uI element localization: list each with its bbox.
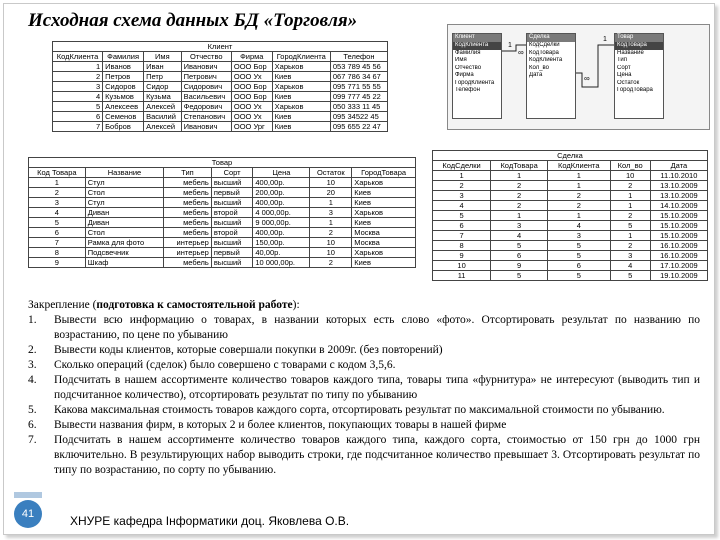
tovar-cell: интерьер — [164, 238, 212, 248]
sdelka-cell: 2 — [491, 191, 548, 201]
sdelka-row — [433, 201, 708, 211]
task-number: 2. — [28, 344, 37, 356]
sdelka-table — [432, 150, 708, 281]
relation-tovar-sdelka — [576, 45, 614, 87]
sdelka-cell: 1 — [433, 171, 491, 181]
tovar-cell: 9 000,00р. — [253, 218, 310, 228]
tovar-cell: мебель — [164, 208, 212, 218]
client-cell: Семенов — [103, 112, 144, 122]
sdelka-cell: 3 — [491, 221, 548, 231]
sdelka-cell: 6 — [548, 261, 610, 271]
client-cell: 5 — [53, 102, 103, 112]
tovar-cell: высший — [211, 238, 253, 248]
sdelka-row — [433, 181, 708, 191]
client-cell: 2 — [53, 72, 103, 82]
schema-tovar-title: Товар — [615, 34, 663, 42]
task-item — [28, 433, 700, 478]
tasks-intro — [28, 298, 700, 313]
client-cell: Сидорович — [181, 82, 231, 92]
sdelka-cell: 11.10.2010 — [650, 171, 707, 181]
client-cell: Иван — [144, 62, 182, 72]
client-cell: Иванович — [181, 62, 231, 72]
sdelka-cell: 2 — [491, 201, 548, 211]
sdelka-table-caption: Сделка — [433, 151, 708, 161]
sdelka-col-header: Дата — [650, 161, 707, 171]
tovar-row — [29, 208, 416, 218]
client-cell: ООО Ург — [231, 122, 272, 132]
tovar-cell: 200,00р. — [253, 188, 310, 198]
tovar-cell: 2 — [310, 258, 352, 268]
tovar-cell: 1 — [29, 178, 86, 188]
task-text: Подсчитать в нашем ассортименте количество товаров каждого типа, товары типа «фурнитура» не интересуют (выводить тип и подсчитанное количество), отсортировать результат по типу по убыванию — [54, 374, 700, 401]
tovar-cell: 20 — [310, 188, 352, 198]
client-cell: ООО Ух — [231, 112, 272, 122]
client-row — [53, 92, 388, 102]
sdelka-cell: 5 — [610, 221, 650, 231]
client-cell: Алексей — [144, 122, 182, 132]
sdelka-row — [433, 271, 708, 281]
schema-tovar-field: Цена — [617, 72, 632, 78]
relation-many-label: ∞ — [518, 48, 524, 57]
client-col-header: Имя — [144, 52, 182, 62]
sdelka-cell: 3 — [610, 251, 650, 261]
tovar-cell: Москва — [352, 238, 416, 248]
client-cell: 095 655 22 47 — [330, 122, 387, 132]
client-cell: Киев — [272, 112, 330, 122]
tovar-table — [28, 157, 416, 268]
client-cell: Алексей — [144, 102, 182, 112]
tovar-cell: высший — [211, 198, 253, 208]
sdelka-cell: 2 — [548, 191, 610, 201]
sdelka-cell: 1 — [610, 201, 650, 211]
client-cell: Киев — [272, 122, 330, 132]
client-row — [53, 62, 388, 72]
client-cell: ООО Ух — [231, 102, 272, 112]
tovar-cell: 10 — [310, 238, 352, 248]
task-number: 4. — [28, 374, 37, 386]
sdelka-cell: 3 — [433, 191, 491, 201]
tovar-cell: высший — [211, 178, 253, 188]
tovar-cell: высший — [211, 258, 253, 268]
tovar-col-header: ГородТовара — [352, 168, 416, 178]
client-col-header: ГородКлиента — [272, 52, 330, 62]
sdelka-cell: 5 — [433, 211, 491, 221]
client-cell: Кузьма — [144, 92, 182, 102]
client-table-caption: Клиент — [53, 42, 388, 52]
task-item — [28, 358, 700, 373]
tovar-cell: 400,00р. — [253, 178, 310, 188]
tovar-col-header: Тип — [164, 168, 212, 178]
tasks-intro-bold: подготовка к самостоятельной работе — [96, 299, 293, 311]
sdelka-cell: 5 — [491, 241, 548, 251]
client-col-header: Отчество — [181, 52, 231, 62]
schema-tovar-field: Остаток — [617, 79, 640, 86]
tovar-cell: мебель — [164, 178, 212, 188]
tovar-cell: Киев — [352, 198, 416, 208]
sdelka-cell: 14.10.2009 — [650, 201, 707, 211]
task-item — [28, 418, 700, 433]
schema-sdelka-field: КодКлиента — [529, 57, 563, 63]
schema-entity-tovar — [614, 33, 664, 119]
tovar-col-header: Сорт — [211, 168, 253, 178]
tovar-cell: 2 — [310, 228, 352, 238]
sdelka-cell: 5 — [610, 271, 650, 281]
task-number: 6. — [28, 419, 37, 431]
client-cell: ООО Бор — [231, 92, 272, 102]
tovar-cell: Диван — [85, 218, 163, 228]
client-cell: Федорович — [181, 102, 231, 112]
task-text: Какова максимальная стоимость товаров каждого сорта, отсортировать результат по максимальной стоимости по убыванию. — [54, 404, 665, 416]
tovar-cell: Стул — [85, 178, 163, 188]
sdelka-cell: 1 — [491, 211, 548, 221]
tovar-cell: Киев — [352, 188, 416, 198]
tovar-cell: второй — [211, 208, 253, 218]
sdelka-cell: 13.10.2009 — [650, 181, 707, 191]
schema-client-field: Имя — [455, 57, 467, 63]
client-col-header: Фирма — [231, 52, 272, 62]
sdelka-cell: 5 — [548, 251, 610, 261]
sdelka-cell: 17.10.2009 — [650, 261, 707, 271]
tovar-cell: 3 — [310, 208, 352, 218]
sdelka-cell: 9 — [433, 251, 491, 261]
tovar-cell: высший — [211, 218, 253, 228]
tovar-cell: мебель — [164, 198, 212, 208]
client-cell: ООО Бор — [231, 82, 272, 92]
tovar-table-caption: Товар — [29, 158, 416, 168]
client-cell: Иванович — [181, 122, 231, 132]
sdelka-cell: 16.10.2009 — [650, 241, 707, 251]
sdelka-cell: 1 — [548, 181, 610, 191]
task-number: 7. — [28, 434, 37, 446]
client-col-header: КодКлиента — [53, 52, 103, 62]
sdelka-cell: 1 — [548, 211, 610, 221]
tovar-cell: 4 000,00р. — [253, 208, 310, 218]
tovar-cell: Харьков — [352, 178, 416, 188]
tovar-cell: 4 — [29, 208, 86, 218]
tovar-cell: 1 — [310, 198, 352, 208]
tovar-row — [29, 218, 416, 228]
tovar-cell: Подсвечник — [85, 248, 163, 258]
tovar-cell: 8 — [29, 248, 86, 258]
client-cell: 067 786 34 67 — [330, 72, 387, 82]
client-cell: Харьков — [272, 102, 330, 112]
sdelka-cell: 6 — [433, 221, 491, 231]
tovar-cell: 150,00р. — [253, 238, 310, 248]
tovar-cell: Киев — [352, 258, 416, 268]
sdelka-col-header: КодТовара — [491, 161, 548, 171]
tovar-row — [29, 248, 416, 258]
sdelka-cell: 1 — [548, 171, 610, 181]
sdelka-cell: 9 — [491, 261, 548, 271]
schema-tovar-field: Сорт — [617, 64, 631, 71]
tovar-cell: интерьер — [164, 248, 212, 258]
sdelka-row — [433, 221, 708, 231]
tovar-cell: 2 — [29, 188, 86, 198]
client-col-header: Телефон — [330, 52, 387, 62]
sdelka-cell: 15.10.2009 — [650, 231, 707, 241]
sdelka-cell: 3 — [548, 231, 610, 241]
tovar-cell: 7 — [29, 238, 86, 248]
tovar-cell: 6 — [29, 228, 86, 238]
sdelka-row — [433, 261, 708, 271]
tovar-cell: мебель — [164, 218, 212, 228]
client-cell: Сидор — [144, 82, 182, 92]
task-number: 1. — [28, 314, 37, 326]
client-cell: 3 — [53, 82, 103, 92]
tovar-cell: Киев — [352, 218, 416, 228]
task-item — [28, 373, 700, 403]
client-cell: Петрович — [181, 72, 231, 82]
schema-client-title: Клиент — [453, 34, 501, 42]
sdelka-cell: 6 — [491, 251, 548, 261]
tovar-cell: мебель — [164, 228, 212, 238]
client-cell: Кузьмов — [103, 92, 144, 102]
client-cell: 6 — [53, 112, 103, 122]
sdelka-cell: 8 — [433, 241, 491, 251]
sdelka-cell: 2 — [610, 211, 650, 221]
client-cell: ООО Ух — [231, 72, 272, 82]
tovar-col-header: Цена — [253, 168, 310, 178]
tovar-row — [29, 258, 416, 268]
sdelka-col-header: КодСделки — [433, 161, 491, 171]
sdelka-row — [433, 231, 708, 241]
task-text: Вывести всю информацию о товарах, в названии которых есть слово «фото». Отсортировать результат по названию по возрастанию, по цене по убыванию — [54, 314, 700, 341]
tovar-row — [29, 178, 416, 188]
tovar-cell: 40,00р. — [253, 248, 310, 258]
client-cell: Бобров — [103, 122, 144, 132]
client-cell: 050 333 11 45 — [330, 102, 387, 112]
client-cell: Петров — [103, 72, 144, 82]
sdelka-cell: 1 — [610, 191, 650, 201]
sdelka-cell: 10 — [433, 261, 491, 271]
slide-number: 41 — [14, 500, 42, 528]
client-cell: 099 777 45 22 — [330, 92, 387, 102]
task-text: Подсчитать в нашем ассортименте количество товаров каждого типа, каждого сорта, стоимостью от 150 грн до 1000 грн включительно. В результирующих набор выводить строки, где подсчитанное количество превышает 3. Отсортировать результат по типу по возрастанию, по сорту по убыванию. — [54, 434, 700, 476]
tovar-col-header: Остаток — [310, 168, 352, 178]
task-item — [28, 403, 700, 418]
schema-entity-client — [452, 33, 502, 119]
tovar-cell: 10 000,00р. — [253, 258, 310, 268]
sdelka-row — [433, 211, 708, 221]
client-cell: 4 — [53, 92, 103, 102]
client-cell: ООО Бор — [231, 62, 272, 72]
sdelka-cell: 2 — [433, 181, 491, 191]
client-col-header: Фамилия — [103, 52, 144, 62]
sdelka-cell: 4 — [433, 201, 491, 211]
client-table — [52, 41, 388, 132]
sdelka-col-header: Кол_во — [610, 161, 650, 171]
tovar-cell: Стол — [85, 228, 163, 238]
tovar-col-header: Название — [85, 168, 163, 178]
sdelka-cell: 15.10.2009 — [650, 211, 707, 221]
task-item — [28, 343, 700, 358]
slide-number-bar — [14, 492, 42, 498]
footer-text: ХНУРЕ кафедра Інформатики доц. Яковлева О.В. — [70, 514, 350, 528]
sdelka-cell: 5 — [491, 271, 548, 281]
sdelka-cell: 4 — [548, 221, 610, 231]
client-cell: Степанович — [181, 112, 231, 122]
tovar-cell: Диван — [85, 208, 163, 218]
client-cell: 095 771 55 55 — [330, 82, 387, 92]
client-row — [53, 82, 388, 92]
tovar-cell: Шкаф — [85, 258, 163, 268]
task-text: Сколько операций (сделок) было совершено с товарами с кодом 3,5,6. — [54, 359, 396, 371]
client-cell: 095 34522 45 — [330, 112, 387, 122]
tovar-cell: мебель — [164, 258, 212, 268]
sdelka-cell: 5 — [548, 271, 610, 281]
client-cell: Петр — [144, 72, 182, 82]
sdelka-cell: 13.10.2009 — [650, 191, 707, 201]
task-text: Вывести названия фирм, в которых 2 и более клиентов, покупающих товары в нашей фирме — [54, 419, 507, 431]
tasks-intro-prefix: Закрепление ( — [28, 299, 97, 311]
tovar-cell: Рамка для фото — [85, 238, 163, 248]
tovar-cell: первый — [211, 248, 253, 258]
tovar-row — [29, 188, 416, 198]
client-cell: Алексеев — [103, 102, 144, 112]
schema-tovar-field: КодТовара — [615, 42, 663, 50]
schema-client-field: Телефон — [455, 87, 480, 93]
sdelka-cell: 2 — [610, 241, 650, 251]
sdelka-cell: 5 — [548, 241, 610, 251]
schema-tovar-field: Название — [617, 49, 644, 56]
schema-client-field: КодКлиента — [453, 42, 501, 50]
sdelka-cell: 4 — [610, 261, 650, 271]
tovar-cell: Стол — [85, 188, 163, 198]
client-row — [53, 102, 388, 112]
client-cell: Василий — [144, 112, 182, 122]
schema-client-field: Отчество — [455, 64, 482, 71]
task-number: 5. — [28, 404, 37, 416]
tovar-cell: 5 — [29, 218, 86, 228]
client-row — [53, 72, 388, 82]
sdelka-cell: 1 — [491, 171, 548, 181]
relation-one-label: 1 — [508, 42, 512, 49]
client-cell: 053 789 45 56 — [330, 62, 387, 72]
tovar-cell: 10 — [310, 248, 352, 258]
task-text: Вывести коды клиентов, которые совершали покупки в 2009г. (без повторений) — [54, 344, 443, 356]
schema-client-field: Фирма — [455, 72, 474, 78]
tovar-cell: 400,00р. — [253, 198, 310, 208]
sdelka-cell: 16.10.2009 — [650, 251, 707, 261]
tasks-list — [28, 298, 700, 478]
sdelka-cell: 4 — [491, 231, 548, 241]
client-cell: Сидоров — [103, 82, 144, 92]
sdelka-cell: 15.10.2009 — [650, 221, 707, 231]
client-cell: 7 — [53, 122, 103, 132]
schema-entity-sdelka — [526, 33, 576, 119]
schema-client-field: ГородКлиента — [455, 79, 495, 86]
schema-sdelka-field: Кол_во — [529, 64, 549, 71]
tovar-cell: 3 — [29, 198, 86, 208]
schema-sdelka-field: КодТовара — [529, 49, 559, 56]
tasks-intro-suffix: ): — [292, 299, 300, 311]
tovar-row — [29, 228, 416, 238]
client-cell: Харьков — [272, 62, 330, 72]
sdelka-cell: 2 — [548, 201, 610, 211]
sdelka-col-header: КодКлиента — [548, 161, 610, 171]
slide-title: Исходная схема данных БД «Торговля» — [28, 10, 358, 31]
tovar-cell: второй — [211, 228, 253, 238]
relation-many-label-2: ∞ — [584, 74, 590, 83]
tovar-cell: мебель — [164, 188, 212, 198]
sdelka-cell: 10 — [610, 171, 650, 181]
tovar-cell: первый — [211, 188, 253, 198]
schema-tovar-field: ГородТовара — [617, 87, 653, 93]
sdelka-cell: 19.10.2009 — [650, 271, 707, 281]
tovar-cell: 1 — [310, 218, 352, 228]
client-cell: Киев — [272, 92, 330, 102]
schema-sdelka-field: КодСделки — [529, 42, 560, 48]
tovar-col-header: Код Товара — [29, 168, 86, 178]
client-cell: 1 — [53, 62, 103, 72]
task-item — [28, 313, 700, 343]
schema-client-field: Фамилия — [455, 49, 481, 56]
tovar-cell: Москва — [352, 228, 416, 238]
relation-one-label-2: 1 — [603, 36, 607, 43]
sdelka-cell: 11 — [433, 271, 491, 281]
client-cell: Харьков — [272, 82, 330, 92]
tovar-cell: 400,00р. — [253, 228, 310, 238]
sdelka-row — [433, 251, 708, 261]
tovar-cell: 9 — [29, 258, 86, 268]
tovar-cell: 10 — [310, 178, 352, 188]
sdelka-row — [433, 241, 708, 251]
sdelka-cell: 7 — [433, 231, 491, 241]
schema-tovar-field: Тип — [617, 57, 628, 63]
schema-sdelka-title: Сделка — [527, 34, 575, 42]
tovar-cell: Харьков — [352, 208, 416, 218]
tovar-cell: Стул — [85, 198, 163, 208]
schema-diagram — [447, 24, 710, 130]
tovar-cell: Харьков — [352, 248, 416, 258]
sdelka-cell: 2 — [491, 181, 548, 191]
client-cell: Иванов — [103, 62, 144, 72]
tovar-row — [29, 238, 416, 248]
client-cell: Васильевич — [181, 92, 231, 102]
tovar-row — [29, 198, 416, 208]
client-cell: Киев — [272, 72, 330, 82]
schema-sdelka-field: Дата — [529, 72, 543, 78]
task-number: 3. — [28, 359, 37, 371]
sdelka-row — [433, 191, 708, 201]
sdelka-cell: 1 — [610, 231, 650, 241]
client-row — [53, 122, 388, 132]
sdelka-row — [433, 171, 708, 181]
sdelka-cell: 2 — [610, 181, 650, 191]
client-row — [53, 112, 388, 122]
